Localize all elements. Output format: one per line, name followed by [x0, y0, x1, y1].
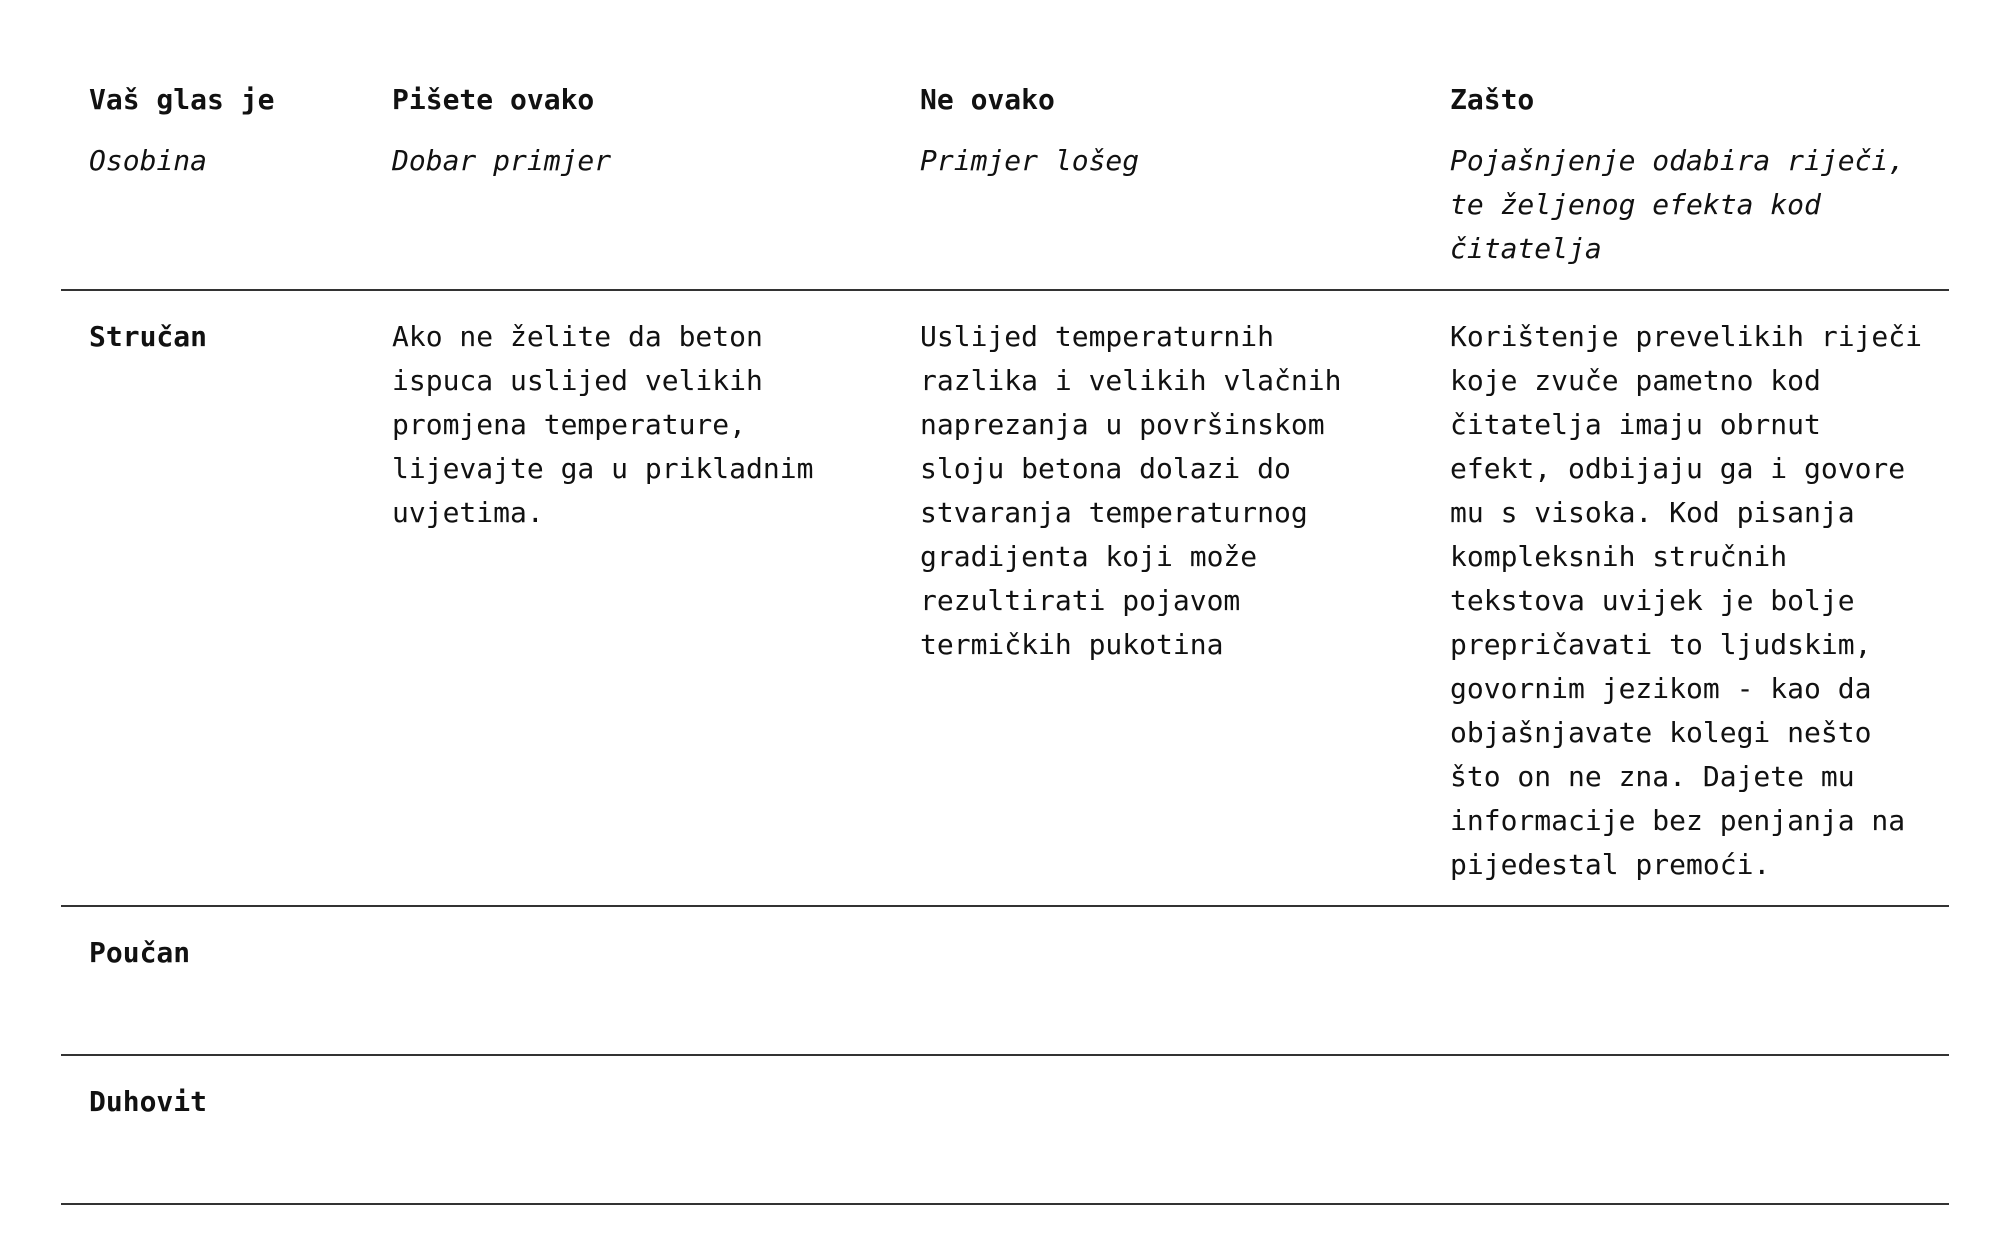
row-why-cell: [1422, 1080, 1949, 1203]
table-row: [61, 1056, 1949, 1205]
header-title-bad: Ne ovako: [920, 83, 1055, 116]
table-row: [61, 291, 1949, 907]
header-subtitle-good: Dobar primjer: [392, 144, 612, 177]
header-cell-bad: [892, 80, 1422, 271]
row-bad-cell: [892, 1080, 1422, 1203]
row-why-cell: [1422, 931, 1949, 1054]
header-subtitle-bad: Primjer lošeg: [920, 144, 1140, 177]
row-trait: Stručan: [89, 320, 208, 353]
row-trait-cell: [61, 1080, 364, 1203]
row-bad-example: Uslijed temperaturnih razlika i velikih vlačnih naprezanja u površinskom sloju betona dolazi do stvaranja temperaturnog gradijenta koji može rezultirati pojavom termičkih pukotina: [920, 320, 1342, 661]
header-cell-good: [364, 80, 892, 271]
header-title-good: Pišete ovako: [392, 83, 595, 116]
header-subtitle-why: Pojašnjenje odabira riječi, te željenog efekta kod čitatelja: [1450, 144, 1906, 265]
row-trait-cell: [61, 315, 364, 887]
row-trait: Poučan: [89, 936, 191, 969]
header-title-trait: Vaš glas je: [89, 83, 275, 116]
table-header-row: [61, 70, 1949, 291]
table-row: [61, 907, 1949, 1056]
voice-guide-table: [61, 70, 1949, 1205]
row-good-cell: [364, 931, 892, 1054]
header-cell-why: [1422, 80, 1949, 271]
row-why-cell: [1422, 315, 1949, 887]
header-title-why: Zašto: [1450, 83, 1535, 116]
row-bad-cell: [892, 315, 1422, 887]
header-subtitle-trait: Osobina: [89, 144, 208, 177]
row-bad-cell: [892, 931, 1422, 1054]
row-trait-cell: [61, 931, 364, 1054]
row-trait: Duhovit: [89, 1085, 208, 1118]
header-cell-trait: [61, 80, 364, 271]
row-good-cell: [364, 1080, 892, 1203]
row-why-explanation: Korištenje prevelikih riječi koje zvuče pametno kod čitatelja imaju obrnut efekt, odbijaju ga i govore mu s visoka. Kod pisanja kompleksnih stručnih tekstova uvijek je bolje prepričavati to ljudskim, govornim jezikom - kao da objašnjavate kolegi nešto što on ne zna. Dajete mu informacije bez penjanja na pijedestal premoći.: [1450, 320, 1923, 881]
row-good-example: Ako ne želite da beton ispuca uslijed velikih promjena temperature, lijevajte ga u prikladnim uvjetima.: [392, 320, 814, 529]
row-good-cell: [364, 315, 892, 887]
